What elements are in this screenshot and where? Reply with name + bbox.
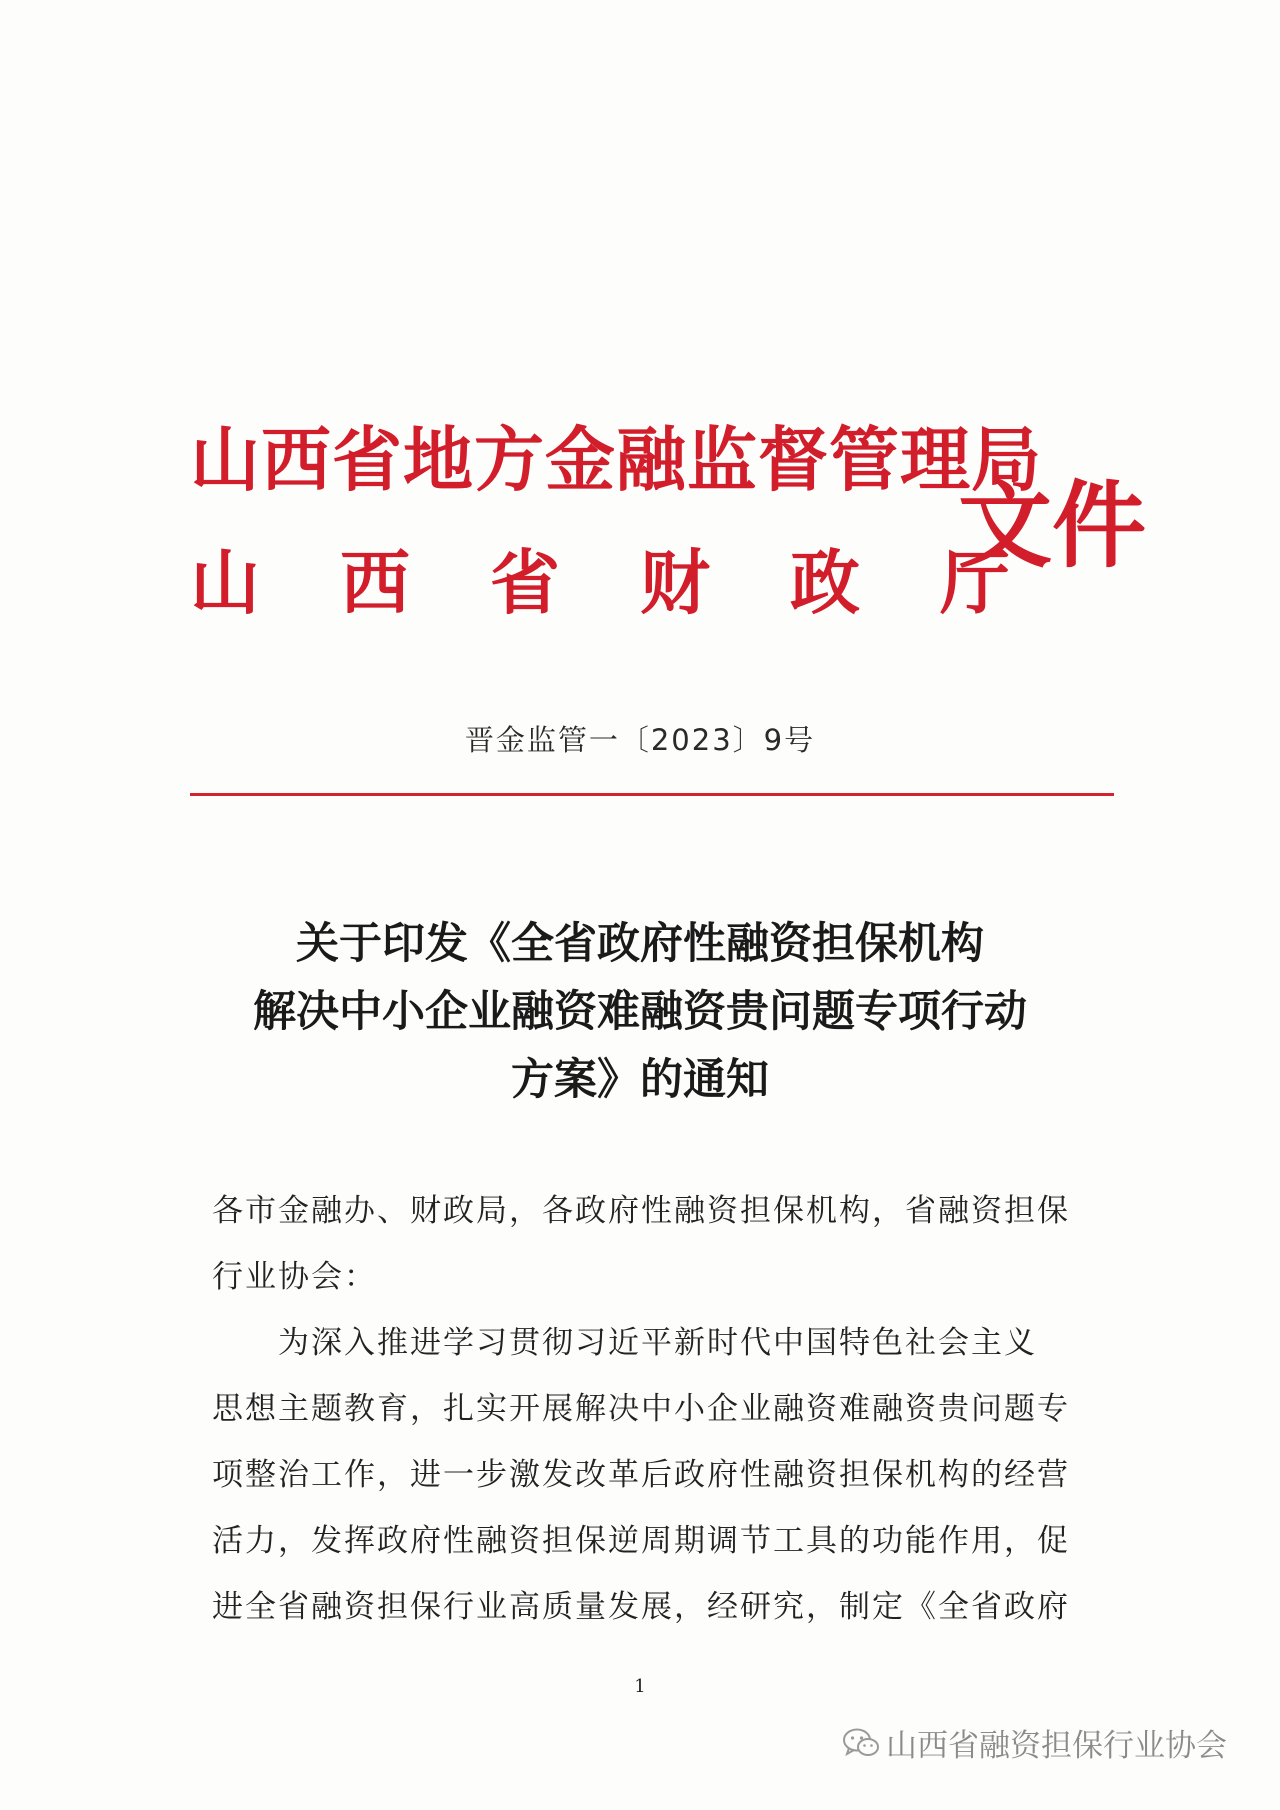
red-divider — [190, 793, 1114, 796]
issuer-line-2: 山西省财政厅 — [190, 541, 1090, 624]
title-line: 关于印发《全省政府性融资担保机构 — [296, 919, 984, 969]
body-line: 项整治工作，进一步激发改革后政府性融资担保机构的经营 — [212, 1457, 1070, 1493]
wechat-icon — [842, 1727, 880, 1759]
page-number: 1 — [634, 1676, 646, 1697]
title-line: 方案》的通知 — [511, 1055, 769, 1105]
body-line: 行业协会： — [212, 1259, 377, 1295]
document-number: 晋金监管一〔2023〕9号 — [464, 723, 816, 757]
doc-type-label: 文件 — [958, 471, 1147, 581]
document-title — [0, 910, 1280, 1114]
issuer-line-1: 山西省地方金融监督管理局 — [190, 418, 1042, 501]
body-line: 活力，发挥政府性融资担保逆周期调节工具的功能作用，促 — [212, 1523, 1070, 1559]
watermark-text: 山西省融资担保行业协会 — [886, 1728, 1227, 1764]
body-line: 进全省融资担保行业高质量发展，经研究，制定《全省政府 — [212, 1589, 1070, 1625]
body-text — [212, 1178, 1082, 1640]
title-line: 解决中小企业融资难融资贵问题专项行动 — [253, 987, 1027, 1037]
body-line: 思想主题教育，扎实开展解决中小企业融资难融资贵问题专 — [212, 1391, 1070, 1427]
source-watermark — [842, 1720, 1227, 1765]
body-line: 各市金融办、财政局，各政府性融资担保机构，省融资担保 — [212, 1193, 1070, 1229]
body-line: 为深入推进学习贯彻习近平新时代中国特色社会主义 — [278, 1325, 1037, 1361]
